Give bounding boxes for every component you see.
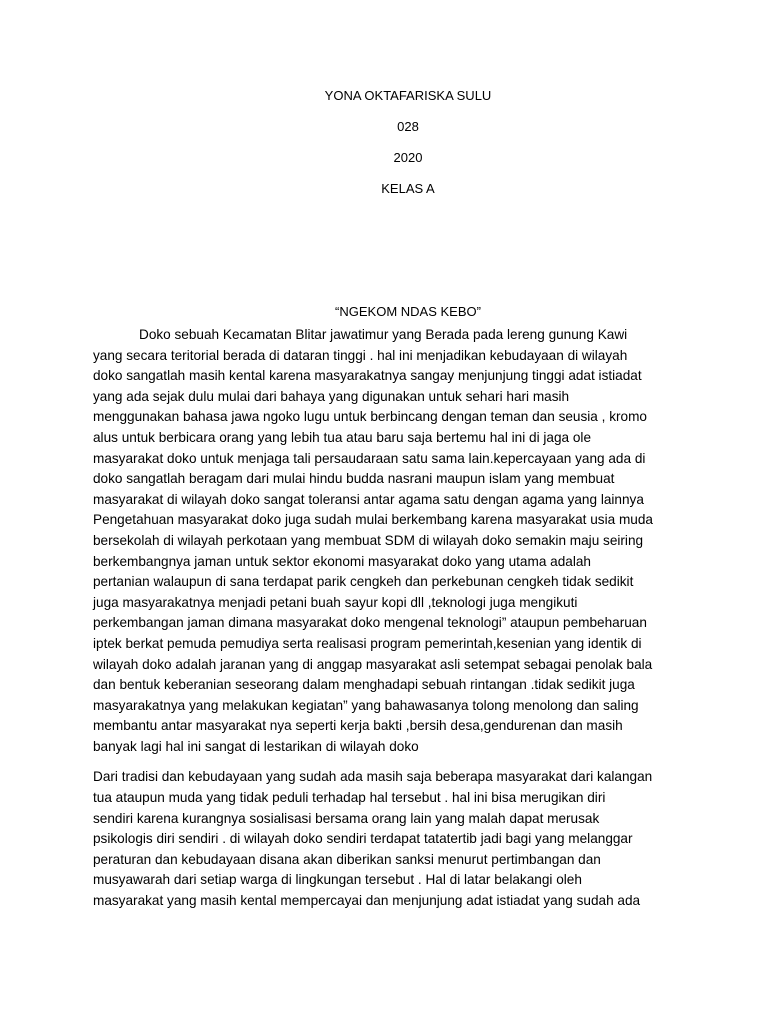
text-line: banyak lagi hal ini sangat di lestarikan di wilayah doko bbox=[93, 738, 419, 754]
document-header bbox=[0, 88, 768, 212]
text-line: masyarakat doko untuk menjaga tali persaudaraan satu sama lain.kepercayaan yang ada di bbox=[93, 450, 646, 466]
text-line: doko sangatlah masih kental karena masyarakatnya sangay menjunjung tinggi adat istiadat bbox=[93, 368, 642, 384]
text-line: alus untuk berbicara orang yang lebih tua atau baru saja bertemu hal ini di jaga ole bbox=[93, 429, 592, 445]
document-title: “NGEKOM NDAS KEBO” bbox=[335, 304, 481, 319]
paragraph-1 bbox=[93, 325, 683, 757]
text-line: menggunakan bahasa jawa ngoko lugu untuk berbincang dengan teman dan seusia , kromo bbox=[93, 409, 647, 425]
text-line: peraturan dan kebudayaan disana akan diberikan sanksi menurut pertimbangan dan bbox=[93, 851, 601, 867]
student-number: 028 bbox=[397, 119, 419, 134]
text-line: wilayah doko adalah jaranan yang di anggap masyarakat asli setempat sebagai penolak bala bbox=[93, 656, 653, 672]
text-line: doko sangatlah beragam dari mulai hindu budda nasrani maupun islam yang membuat bbox=[93, 471, 615, 487]
text-line: dan bentuk keberanian seseorang dalam menghadapi sebuah rintangan .tidak sedikit juga bbox=[93, 677, 635, 693]
text-line: masyarakat di wilayah doko sangat toleransi antar agama satu dengan agama yang lainnya bbox=[93, 491, 644, 507]
text-line: iptek berkat pemuda pemudiya serta realisasi program pemerintah,kesenian yang identik di bbox=[93, 635, 642, 651]
text-line: bersekolah di wilayah perkotaan yang membuat SDM di wilayah doko semakin maju seiring bbox=[93, 532, 644, 548]
text-line: Doko sebuah Kecamatan Blitar jawatimur yang Berada pada lereng gunung Kawi bbox=[139, 327, 628, 342]
text-line: tua ataupun muda yang tidak peduli terhadap hal tersebut . hal ini bisa merugikan diri bbox=[93, 790, 606, 806]
text-line: membantu antar masyarakat nya seperti kerja bakti ,bersih desa,gendurenan dan masih bbox=[93, 718, 623, 734]
author-name: YONA OKTAFARISKA SULU bbox=[324, 88, 492, 103]
text-line: pertanian walaupun di sana terdapat parik cengkeh dan perkebunan cengkeh tidak sedikit bbox=[93, 574, 634, 590]
text-line: Dari tradisi dan kebudayaan yang sudah ada masih saja beberapa masyarakat dari kalangan bbox=[93, 769, 653, 785]
paragraph-2 bbox=[93, 767, 683, 911]
text-line: sendiri karena kurangnya sosialisasi bersama orang lain yang malah dapat merusak bbox=[93, 810, 600, 826]
text-line: masyarakatnya yang melakukan kegiatan” yang bahawasanya tolong menolong dan saling bbox=[93, 697, 639, 713]
text-line: berkembangnya jaman untuk sektor ekonomi masyarakat doko yang utama adalah bbox=[93, 553, 591, 569]
document-body bbox=[93, 325, 683, 912]
text-line: perkembangan jaman dimana masyarakat doko mengenal teknologi” ataupun pembeharuan bbox=[93, 615, 647, 631]
text-line: juga masyarakatnya menjadi petani buah sayur kopi dll ,teknologi juga mengikuti bbox=[93, 594, 578, 610]
text-line: Pengetahuan masyarakat doko juga sudah mulai berkembang karena masyarakat usia muda bbox=[93, 512, 653, 528]
class-label: KELAS A bbox=[381, 181, 435, 196]
text-line: musyawarah dari setiap warga di lingkungan tersebut . Hal di latar belakangi oleh bbox=[93, 872, 582, 888]
year: 2020 bbox=[393, 150, 423, 165]
text-line: yang secara teritorial berada di dataran tinggi . hal ini menjadikan kebudayaan di wilayah bbox=[93, 347, 628, 363]
text-line: yang ada sejak dulu mulai dari bahaya yang digunakan untuk sehari hari masih bbox=[93, 388, 570, 404]
text-line: masyarakat yang masih kental mempercayai dan menjunjung adat istiadat yang sudah ada bbox=[93, 893, 641, 909]
paragraph-spacer bbox=[93, 757, 683, 767]
text-line: psikologis diri sendiri . di wilayah doko sendiri terdapat tatatertib jadi bagi yang melanggar bbox=[93, 831, 633, 847]
